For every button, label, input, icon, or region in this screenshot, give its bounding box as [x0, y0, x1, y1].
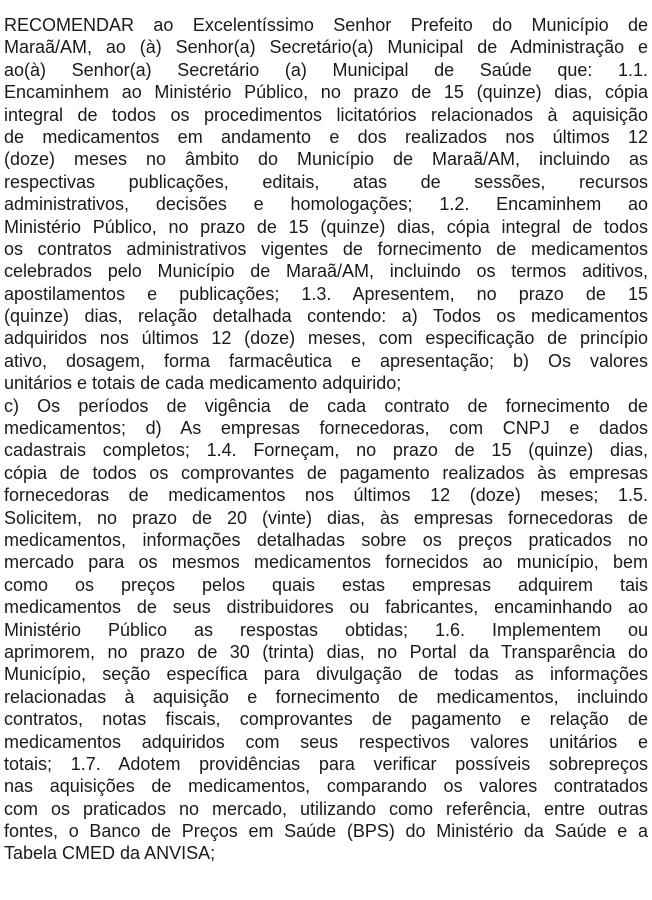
text-line: nas aquisições de medicamentos, comparando os valores contratados [4, 776, 648, 797]
text-line: unitários e totais de cada medicamento adquirido; [4, 373, 402, 394]
text-line: ao(à) Senhor(a) Secretário (a) Municipal de Saúde que: 1.1. [4, 59, 648, 80]
text-line: (doze) meses no âmbito do Município de Maraã/AM, incluindo as [4, 149, 648, 170]
text-line: medicamentos adquiridos com seus respectivos valores unitários e [4, 731, 648, 752]
text-line: Município, seção específica para divulgação de todas as informações [4, 664, 648, 685]
text-line: Solicitem, no prazo de 20 (vinte) dias, às empresas fornecedoras de [4, 507, 648, 528]
text-line: medicamentos de seus distribuidores ou fabricantes, encaminhando ao [4, 597, 648, 618]
text-line: apostilamentos e publicações; 1.3. Apresentem, no prazo de 15 [4, 283, 648, 304]
text-line: fornecedoras de medicamentos nos últimos 12 (doze) meses; 1.5. [4, 485, 648, 506]
text-line: RECOMENDAR ao Excelentíssimo Senhor Prefeito do Município de [4, 15, 648, 35]
text-line: Ministério Público, no prazo de 15 (quinze) dias, cópia integral de todos [4, 216, 648, 237]
text-line: (quinze) dias, relação detalhada contendo: a) Todos os medicamentos [4, 306, 648, 327]
text-line: medicamentos, informações detalhadas sobre os preços praticados no [4, 529, 648, 550]
text-line: administrativos, decisões e homologações; 1.2. Encaminhem ao [4, 194, 648, 215]
text-line: celebrados pelo Município de Maraã/AM, incluindo os termos aditivos, [4, 261, 648, 282]
text-line: mercado para os mesmos medicamentos fornecidos ao município, bem [4, 552, 648, 573]
document-body [4, 14, 648, 865]
text-line: totais; 1.7. Adotem providências para verificar possíveis sobrepreços [4, 753, 648, 774]
text-line: contratos, notas fiscais, comprovantes de pagamento e relação de [4, 709, 648, 730]
text-line: de medicamentos em andamento e dos realizados nos últimos 12 [4, 126, 648, 147]
text-line: respectivas publicações, editais, atas de sessões, recursos [4, 171, 648, 192]
text-line: os contratos administrativos vigentes de fornecimento de medicamentos [4, 238, 648, 259]
text-line: Ministério Público as respostas obtidas; 1.6. Implementem ou [4, 619, 648, 640]
text-line: ativo, dosagem, forma farmacêutica e apresentação; b) Os valores [4, 350, 648, 371]
text-line: c) Os períodos de vigência de cada contrato de fornecimento de [4, 395, 648, 416]
text-line: relacionadas à aquisição e fornecimento de medicamentos, incluindo [4, 686, 648, 707]
text-line: com os praticados no mercado, utilizando como referência, entre outras [4, 798, 648, 819]
text-line: como os preços pelos quais estas empresas adquirem tais [4, 574, 648, 595]
text-line: cópia de todos os comprovantes de pagamento realizados às empresas [4, 462, 648, 483]
text-line: adquiridos nos últimos 12 (doze) meses, com especificação de princípio [4, 328, 648, 349]
text-line: fontes, o Banco de Preços em Saúde (BPS) do Ministério da Saúde e a [4, 821, 648, 842]
text-line: Encaminhem ao Ministério Público, no prazo de 15 (quinze) dias, cópia [4, 82, 648, 103]
text-line: medicamentos; d) As empresas fornecedoras, com CNPJ e dados [4, 418, 648, 439]
text-line: cadastrais completos; 1.4. Forneçam, no prazo de 15 (quinze) dias, [4, 440, 648, 461]
text-line: Tabela CMED da ANVISA; [4, 843, 216, 864]
text-line: aprimorem, no prazo de 30 (trinta) dias, no Portal da Transparência do [4, 641, 648, 662]
text-line: integral de todos os procedimentos licitatórios relacionados à aquisição [4, 104, 648, 125]
text-line: Maraã/AM, ao (à) Senhor(a) Secretário(a) Municipal de Administração e [4, 37, 648, 58]
